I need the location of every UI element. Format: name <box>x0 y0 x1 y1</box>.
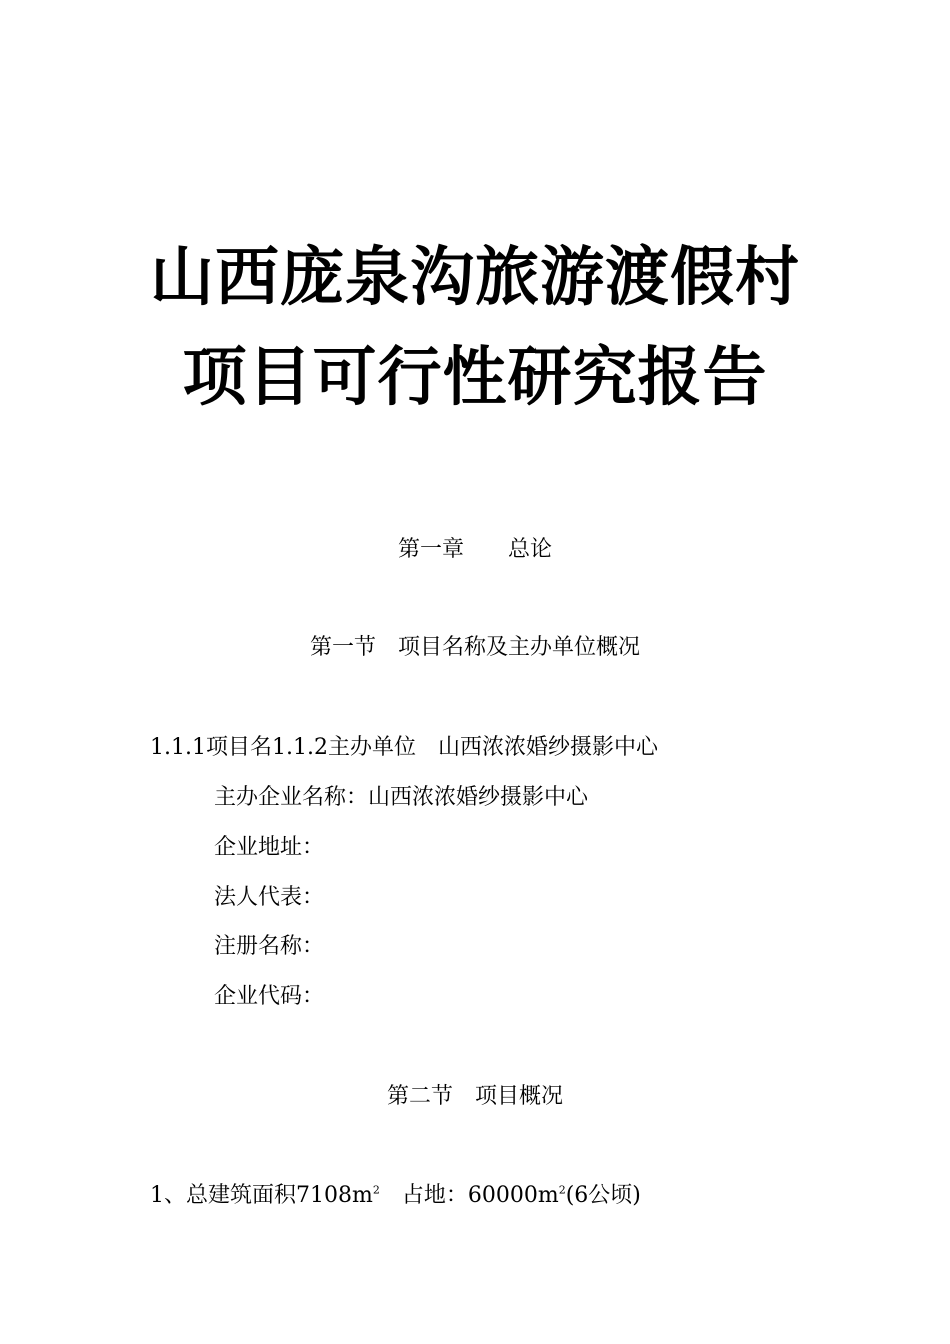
section-2-heading: 第二节 项目概况 <box>386 1084 563 1109</box>
legal-representative-label: 法人代表： <box>214 885 325 910</box>
square-meter-superscript: 2 <box>372 1183 380 1197</box>
square-meter-superscript: 2 <box>558 1183 566 1197</box>
land-area-text: 占地：60000m <box>379 1183 559 1208</box>
chapter-heading: 第一章 总论 <box>397 537 552 562</box>
company-code-label: 企业代码： <box>214 984 325 1009</box>
item-1-1-text: 1.1.1项目名1.1.2主办单位 山西浓浓婚纱摄影中心 <box>150 735 658 760</box>
building-area-line <box>150 1181 641 1211</box>
hectare-text: (6公顷) <box>565 1183 641 1208</box>
company-address-label: 企业地址： <box>214 835 325 860</box>
document-title-line-2: 项目可行性研究报告 <box>182 340 768 415</box>
company-name-line: 主办企业名称：山西浓浓婚纱摄影中心 <box>214 785 589 810</box>
building-area-text: 1、总建筑面积7108m <box>150 1183 373 1208</box>
document-title-line-1: 山西庞泉沟旅游渡假村 <box>150 240 800 315</box>
section-1-heading: 第一节 项目名称及主办单位概况 <box>309 635 640 660</box>
registered-name-label: 注册名称： <box>214 934 325 959</box>
